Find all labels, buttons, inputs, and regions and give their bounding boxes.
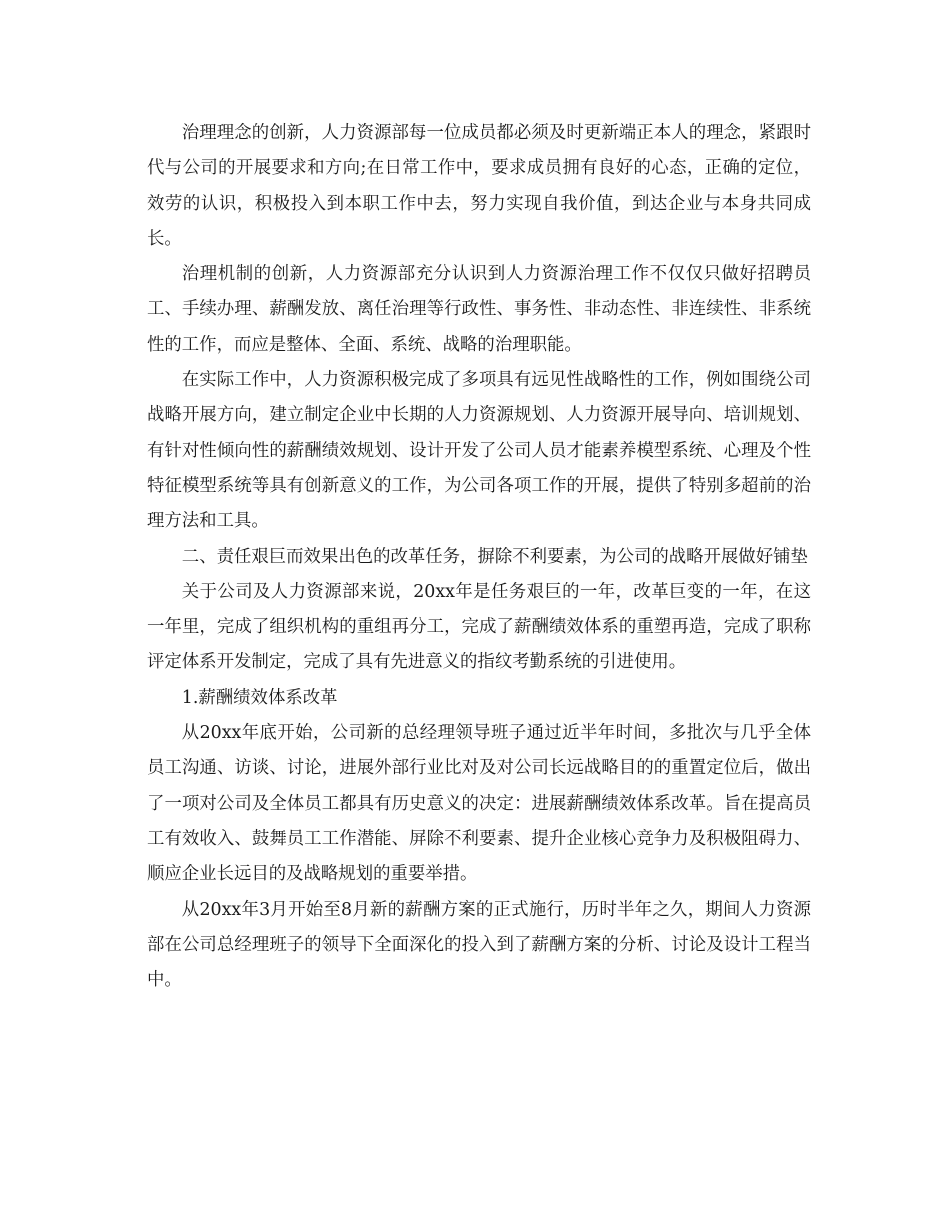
subheading-compensation-reform: 1.薪酬绩效体系改革 [181, 687, 338, 708]
paragraph-year-summary: 关于公司及人力资源部来说，20xx年是任务艰巨的一年，改革巨变的一年，在这一年里，完成了组织机构的重组再分工，完成了薪酬绩效体系的重塑再造，完成了职称评定体系开发制定，完成了具有先进意义的指纹考勤系统的引进使用。 [147, 581, 811, 673]
document-body [147, 116, 811, 998]
section-heading-reform: 二、责任艰巨而效果出色的改革任务，摒除不利要素，为公司的战略开展做好铺垫 [181, 546, 808, 567]
paragraph-reform-background: 从20xx年底开始，公司新的总经理领导班子通过近半年时间，多批次与几乎全体员工沟通、访谈、讨论，进展外部行业比对及对公司长远战略目的的重置定位后，做出了一项对公司及全体员工都具有历史意义的决定：进展薪酬绩效体系改革。旨在提高员工有效收入、鼓舞员工工作潜能、屏除不利要素、提升企业核心竞争力及积极阻碍力、顺应企业长远目的及战略规划的重要举措。 [147, 723, 811, 885]
paragraph-management-mechanism: 治理机制的创新，人力资源部充分认识到人力资源治理工作不仅仅只做好招聘员工、手续办理、薪酬发放、离任治理等行政性、事务性、非动态性、非连续性、非系统性的工作，而应是整体、全面、系统、战略的治理职能。 [147, 264, 811, 355]
paragraph-reform-timeline: 从20xx年3月开始至8月新的薪酬方案的正式施行，历时半年之久，期间人力资源部在公司总经理班子的领导下全面深化的投入到了薪酬方案的分析、讨论及设计工程当中。 [147, 899, 811, 991]
paragraph-management-philosophy: 治理理念的创新，人力资源部每一位成员都必须及时更新端正本人的理念，紧跟时代与公司的开展要求和方向;在日常工作中，要求成员拥有良好的心态，正确的定位，效劳的认识，积极投入到本职工作中去，努力实现自我价值，到达企业与本身共同成长。 [147, 123, 811, 249]
paragraph-practical-work: 在实际工作中，人力资源积极完成了多项具有远见性战略性的工作，例如围绕公司战略开展方向，建立制定企业中长期的人力资源规划、人力资源开展导向、培训规划、有针对性倾向性的薪酬绩效规划、设计开发了公司人员才能素养模型系统、心理及个性特征模型系统等具有创新意义的工作，为公司各项工作的开展，提供了特别多超前的治理方法和工具。 [147, 370, 811, 532]
